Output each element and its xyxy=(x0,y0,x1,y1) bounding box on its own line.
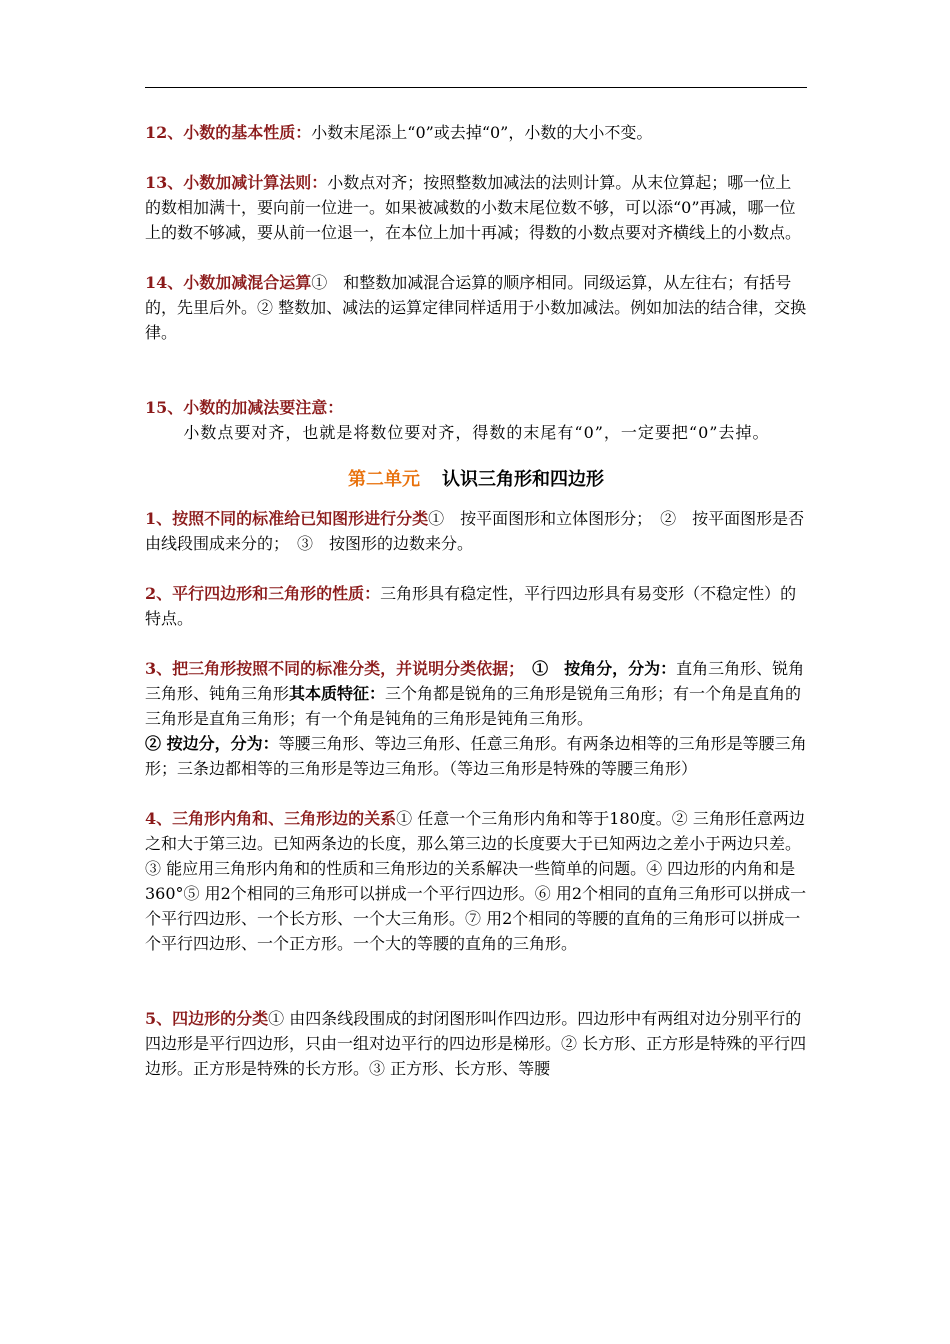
unit-item-3-side-text: 等腰三角形、等边三角形、任意三角形。有两条边相等的三角形是等腰三角形；三条边都相等的三角形是等边三角形。（等边三角形是特殊的等腰三角形） xyxy=(145,734,807,778)
paragraph-unit-item-4 xyxy=(145,806,807,956)
unit-item-3-angle-text: 直角三角形、锐角三角形、钝角三角形 xyxy=(145,659,805,703)
unit-item-2-heading: 2、平行四边形和三角形的性质： xyxy=(145,584,381,603)
paragraph-item-12 xyxy=(145,120,807,145)
paragraph-unit-item-3-sides xyxy=(145,731,807,781)
unit-item-5-text: ① 由四条线段围成的封闭图形叫作四边形。四边形中有两组对边分别平行的四边形是平行四边形，只由一组对边平行的四边形是梯形。② 长方形、正方形是特殊的平行四边形。正方形是特殊的长方形。③ 正方形、长方形、等腰 xyxy=(145,1009,807,1078)
item-12-text: 小数末尾添上“0”或去掉“0”，小数的大小不变。 xyxy=(311,123,653,142)
unit-title xyxy=(145,467,807,492)
unit-label: 第二单元 xyxy=(348,469,420,490)
unit-name: 认识三角形和四边形 xyxy=(442,469,604,490)
item-15-heading: 15、小数的加减法要注意： xyxy=(145,398,344,417)
item-14-heading: 14、小数加减混合运算 xyxy=(145,273,312,292)
paragraph-unit-item-1 xyxy=(145,506,807,556)
unit-item-4-text: ① 任意一个三角形内角和等于180度。② 三角形任意两边之和大于第三边。已知两条边的长度，那么第三边的长度要大于已知两边之差小于两边只差。③ 能应用三角形内角和的性质和三角形边的关系解决一些简单的问题。④ 四边形的内角和是360°⑤ 用2个相同的三角形可以拼成一个平行四边形。⑥ 用2个相同的直角三角形可以拼成一个平行四边形、一个长方形、一个大三角形。⑦ 用2个相同的等腰的直角的三角形可以拼成一个平行四边形、一个正方形。一个大的等腰的直角的三角形。 xyxy=(145,809,807,953)
unit-item-3-essence-label: 其本质特征： xyxy=(289,684,386,703)
unit-item-1-heading: 1、按照不同的标准给已知图形进行分类 xyxy=(145,509,429,528)
paragraph-item-13 xyxy=(145,170,807,245)
item-13-text: 小数点对齐；按照整数加减法的法则计算。从末位算起；哪一位上的数相加满十，要向前一位进一。如果被减数的小数末尾位数不够，可以添“0”再减，哪一位上的数不够减，要从前一位退一，在本位上加十再减；得数的小数点要对齐横线上的小数点。 xyxy=(145,173,802,242)
header-rule xyxy=(145,87,807,88)
unit-item-3-essence-text: 三个角都是锐角的三角形是锐角三角形；有一个角是直角的三角形是直角三角形；有一个角是钝角的三角形是钝角三角形。 xyxy=(145,684,802,728)
paragraph-item-15-heading xyxy=(145,395,807,420)
unit-item-3-heading: 3、把三角形按照不同的标准分类，并说明分类依据； xyxy=(145,659,517,678)
item-14-text: ① 和整数加减混合运算的顺序相同。同级运算，从左往右；有括号的，先里后外。② 整数加、减法的运算定律同样适用于小数加减法。例如加法的结合律，交换律。 xyxy=(145,273,807,342)
unit-item-3-side-label: ② 按边分，分为： xyxy=(145,734,279,753)
unit-item-4-heading: 4、三角形内角和、三角形边的关系 xyxy=(145,809,397,828)
paragraph-item-14 xyxy=(145,270,807,345)
unit-item-1-text: ① 按平面图形和立体图形分； ② 按平面图形是否由线段围成来分的； ③ 按图形的边数来分。 xyxy=(145,509,805,553)
paragraph-unit-item-5 xyxy=(145,1006,807,1081)
paragraph-unit-item-3 xyxy=(145,656,807,731)
paragraph-unit-item-2 xyxy=(145,581,807,631)
item-15-text: 小数点要对齐，也就是将数位要对齐，得数的末尾有“0”，一定要把“0”去掉。 xyxy=(183,423,770,442)
document-body xyxy=(145,120,807,1081)
item-12-heading: 12、小数的基本性质： xyxy=(145,123,312,142)
item-13-heading: 13、小数加减计算法则： xyxy=(145,173,328,192)
unit-item-3-angle-label: ① 按角分，分为： xyxy=(516,659,677,678)
unit-item-5-heading: 5、四边形的分类 xyxy=(145,1009,269,1028)
unit-item-2-text: 三角形具有稳定性，平行四边形具有易变形（不稳定性）的特点。 xyxy=(145,584,797,628)
